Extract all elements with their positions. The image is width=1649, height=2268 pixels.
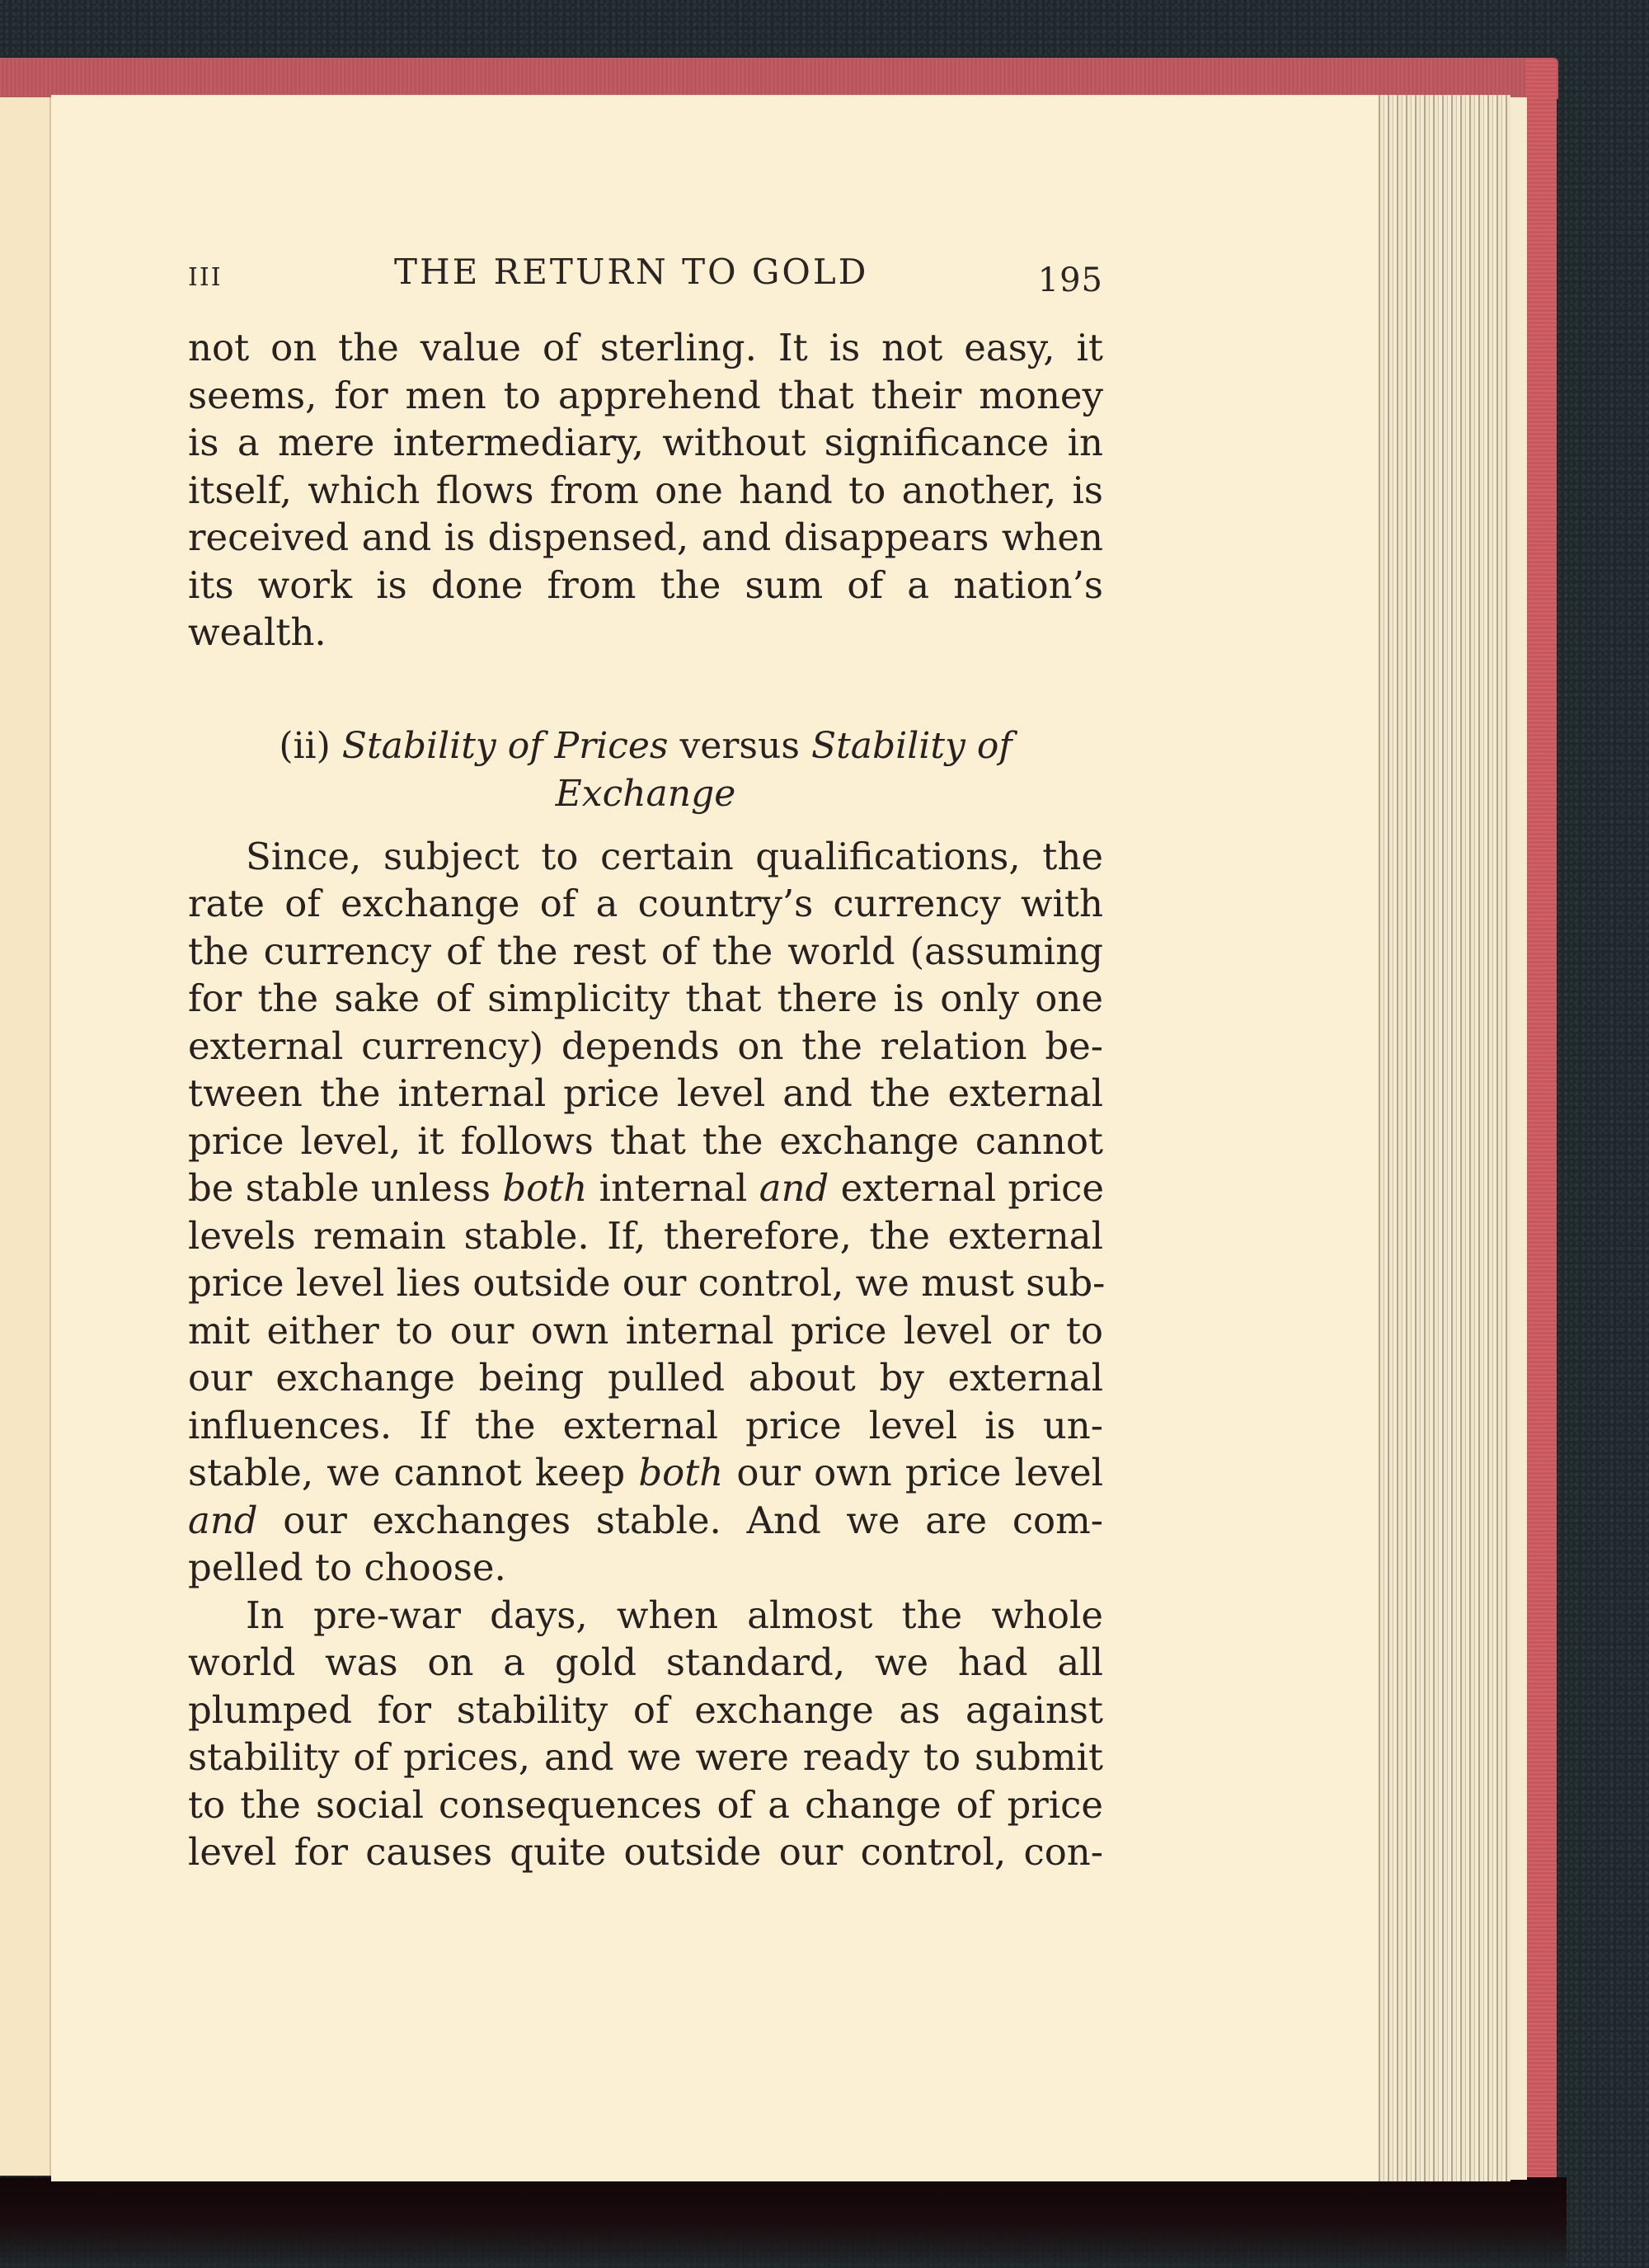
text-line: external currency) depends on the relation be- bbox=[188, 1023, 1103, 1068]
text-line: price level lies outside our control, we must sub- bbox=[188, 1261, 1106, 1305]
text-run-italic: and bbox=[759, 1166, 829, 1210]
text-line: level for causes quite outside our control, con- bbox=[188, 1830, 1103, 1874]
chapter-number: III bbox=[188, 263, 223, 292]
text-line: world was on a gold standard, we had all bbox=[188, 1640, 1103, 1684]
text-line: seems, for men to apprehend that their money bbox=[188, 373, 1103, 417]
heading-italic-2: Stability of bbox=[810, 724, 1012, 767]
text-line: pelled to choose. bbox=[188, 1546, 506, 1589]
heading-connector: versus bbox=[679, 724, 800, 767]
text-line: the currency of the rest of the world (assuming bbox=[188, 929, 1103, 973]
text-line: price level, it follows that the exchange cannot bbox=[188, 1118, 1103, 1163]
shadow-below-book bbox=[0, 2177, 1567, 2268]
section-heading bbox=[188, 722, 1103, 818]
text-run: stable, we cannot keep bbox=[188, 1451, 639, 1494]
text-line bbox=[188, 1165, 1103, 1212]
heading-italic-1: Stability of Prices bbox=[341, 724, 669, 767]
text-line: levels remain stable. If, therefore, the external bbox=[188, 1213, 1103, 1258]
text-line: tween the internal price level and the external bbox=[188, 1071, 1103, 1115]
left-page-sliver bbox=[0, 97, 51, 2176]
text-line: for the sake of simplicity that there is only one bbox=[188, 976, 1103, 1020]
text-run: external price bbox=[829, 1166, 1104, 1210]
text-line bbox=[188, 1497, 1103, 1545]
section-heading-line-1 bbox=[188, 722, 1103, 770]
page-number: 195 bbox=[1037, 261, 1103, 299]
text-line: influences. If the external price level is un- bbox=[188, 1403, 1103, 1447]
text-line: mit either to our own internal price level or to bbox=[188, 1308, 1103, 1353]
text-line: our exchange being pulled about by external bbox=[188, 1356, 1103, 1400]
text-run-italic: both bbox=[638, 1451, 724, 1494]
text-run-italic: and bbox=[188, 1498, 258, 1542]
text-line: to the social consequences of a change of price bbox=[188, 1782, 1103, 1827]
text-line: Since, subject to certain qualifications, the bbox=[246, 834, 1103, 878]
text-line: is a mere intermediary, without significance in bbox=[188, 421, 1103, 464]
text-line: itself, which flows from one hand to another, is bbox=[188, 468, 1103, 512]
running-head bbox=[188, 252, 1103, 301]
paragraph-3 bbox=[188, 1592, 1103, 1876]
text-line: In pre-war days, when almost the whole bbox=[246, 1593, 1103, 1637]
section-heading-line-2: Exchange bbox=[555, 772, 736, 815]
body-text bbox=[188, 324, 1106, 1876]
text-line bbox=[188, 1449, 1103, 1497]
text-run: internal bbox=[587, 1166, 759, 1210]
book-cover-top-edge bbox=[0, 58, 1558, 99]
page-block-fore-edge bbox=[1379, 95, 1510, 2181]
text-run: our own price level bbox=[723, 1451, 1104, 1494]
text-line: not on the value of sterling. It is not easy, it bbox=[188, 326, 1103, 369]
text-line: plumped for stability of exchange as against bbox=[188, 1687, 1103, 1732]
text-run: our exchanges stable. And we are com- bbox=[257, 1498, 1103, 1542]
text-run-italic: both bbox=[502, 1166, 588, 1210]
text-line: its work is done from the sum of a nation’s bbox=[188, 562, 1103, 607]
section-number: (ii) bbox=[279, 724, 331, 767]
text-line: wealth. bbox=[188, 610, 327, 654]
running-title: THE RETURN TO GOLD bbox=[394, 252, 869, 292]
book-cover-right-edge bbox=[1525, 58, 1557, 2181]
text-line: rate of exchange of a country’s currency with bbox=[188, 882, 1103, 925]
paragraph-1 bbox=[188, 324, 1103, 656]
text-line: stability of prices, and we were ready to submit bbox=[188, 1735, 1103, 1779]
page-edge-outer bbox=[1510, 97, 1527, 2180]
text-line: received and is dispensed, and disappears when bbox=[188, 515, 1103, 559]
text-run: be stable unless bbox=[188, 1166, 503, 1210]
paragraph-2 bbox=[188, 833, 1106, 1592]
